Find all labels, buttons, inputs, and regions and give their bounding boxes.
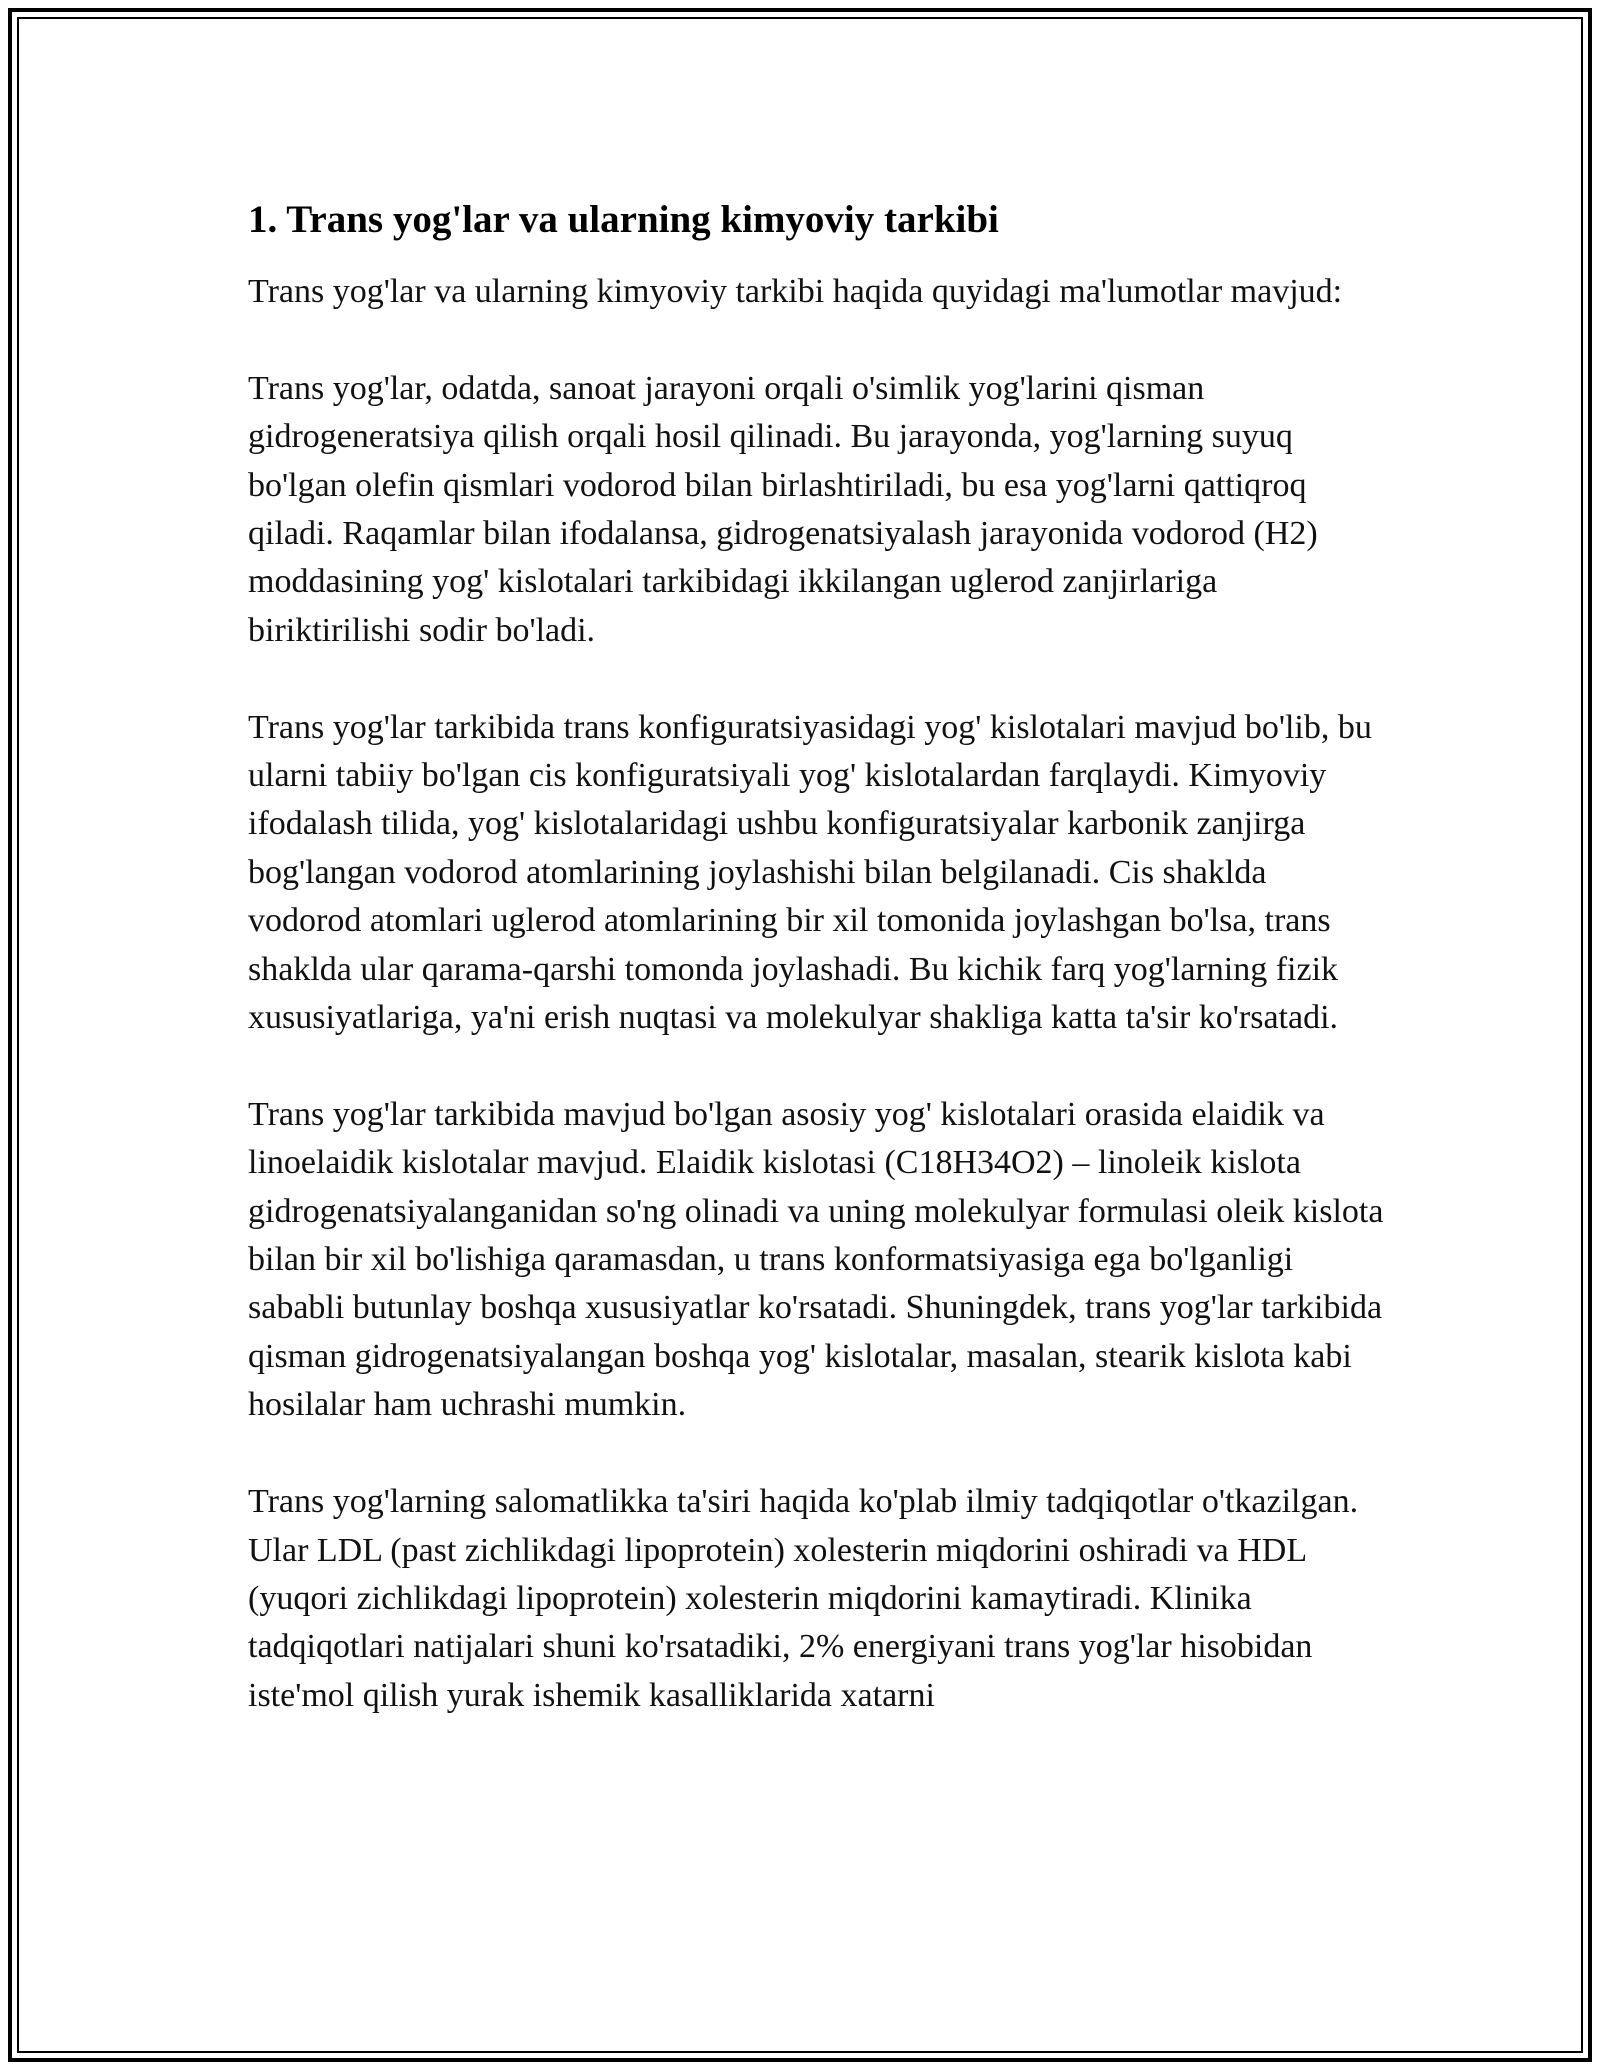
section-heading: 1. Trans yog'lar va ularning kimyoviy tarkibi [248, 198, 999, 241]
paragraph-fatty-acids: Trans yog'lar tarkibida mavjud bo'lgan asosiy yog' kislotalari orasida elaidik va linoelaidik kislotalar mavjud. Elaidik kislotasi (C18H34O2) – linoleik kislota gidrogenatsiyalanganidan so'ng olinadi va uning molekulyar formulasi oleik kislota bilan bir xil bo'lishiga qaramasdan, u trans konformatsiyasiga ega bo'lganligi sababli butunlay boshqa xususiyatlar ko'rsatadi. Shuningdek, trans yog'lar tarkibida qisman gidrogenatsiyalangan boshqa yog' kislotalar, masalan, stearik kislota kabi hosilalar ham uchrashi mumkin. [248, 1095, 1384, 1424]
paragraph-intro: Trans yog'lar va ularning kimyoviy tarkibi haqida quyidagi ma'lumotlar mavjud: [248, 273, 1343, 310]
paragraph-health-effects: Trans yog'larning salomatlikka ta'siri haqida ko'plab ilmiy tadqiqotlar o'tkazilgan. Ular LDL (past zichlikdagi lipoprotein) xolesterin miqdorini oshiradi va HDL (yuqori zichlikdagi lipoprotein) xolesterin miqdorini kamaytiradi. Klinika tadqiqotlari natijalari shuni ko'rsatadiki, 2% energiyani trans yog'lar hisobidan iste'mol qilish yurak ishemik kasalliklarida xatarni [248, 1483, 1359, 1714]
paragraph-hydrogenation: Trans yog'lar, odatda, sanoat jarayoni orqali o'simlik yog'larini qisman gidrogeneratsiya qilish orqali hosil qilinadi. Bu jarayonda, yog'larning suyuq bo'lgan olefin qismlari vodorod bilan birlashtiriladi, bu esa yog'larni qattiqroq qiladi. Raqamlar bilan ifodalansa, gidrogenatsiyalash jarayonida vodorod (H2) moddasining yog' kislotalari tarkibidagi ikkilangan uglerod zanjirlariga biriktirilishi sodir bo'ladi. [248, 369, 1318, 649]
paragraph-configuration: Trans yog'lar tarkibida trans konfiguratsiyasidagi yog' kislotalari mavjud bo'lib, bu ularni tabiiy bo'lgan cis konfiguratsiyali yog' kislotalardan farqlaydi. Kimyoviy ifodalash tilida, yog' kislotalaridagi ushbu konfiguratsiyalar karbonik zanjirga bog'langan vodorod atomlarining joylashishi bilan belgilanadi. Cis shaklda vodorod atomlari uglerod atomlarining bir xil tomonida joylashgan bo'lsa, trans shaklda ular qarama-qarshi tomonda joylashadi. Bu kichik farq yog'larning fizik xususiyatlariga, ya'ni erish nuqtasi va molekulyar shakliga katta ta'sir ko'rsatadi. [248, 708, 1372, 1037]
document-body [248, 196, 1388, 1769]
page-border [8, 8, 1592, 2062]
